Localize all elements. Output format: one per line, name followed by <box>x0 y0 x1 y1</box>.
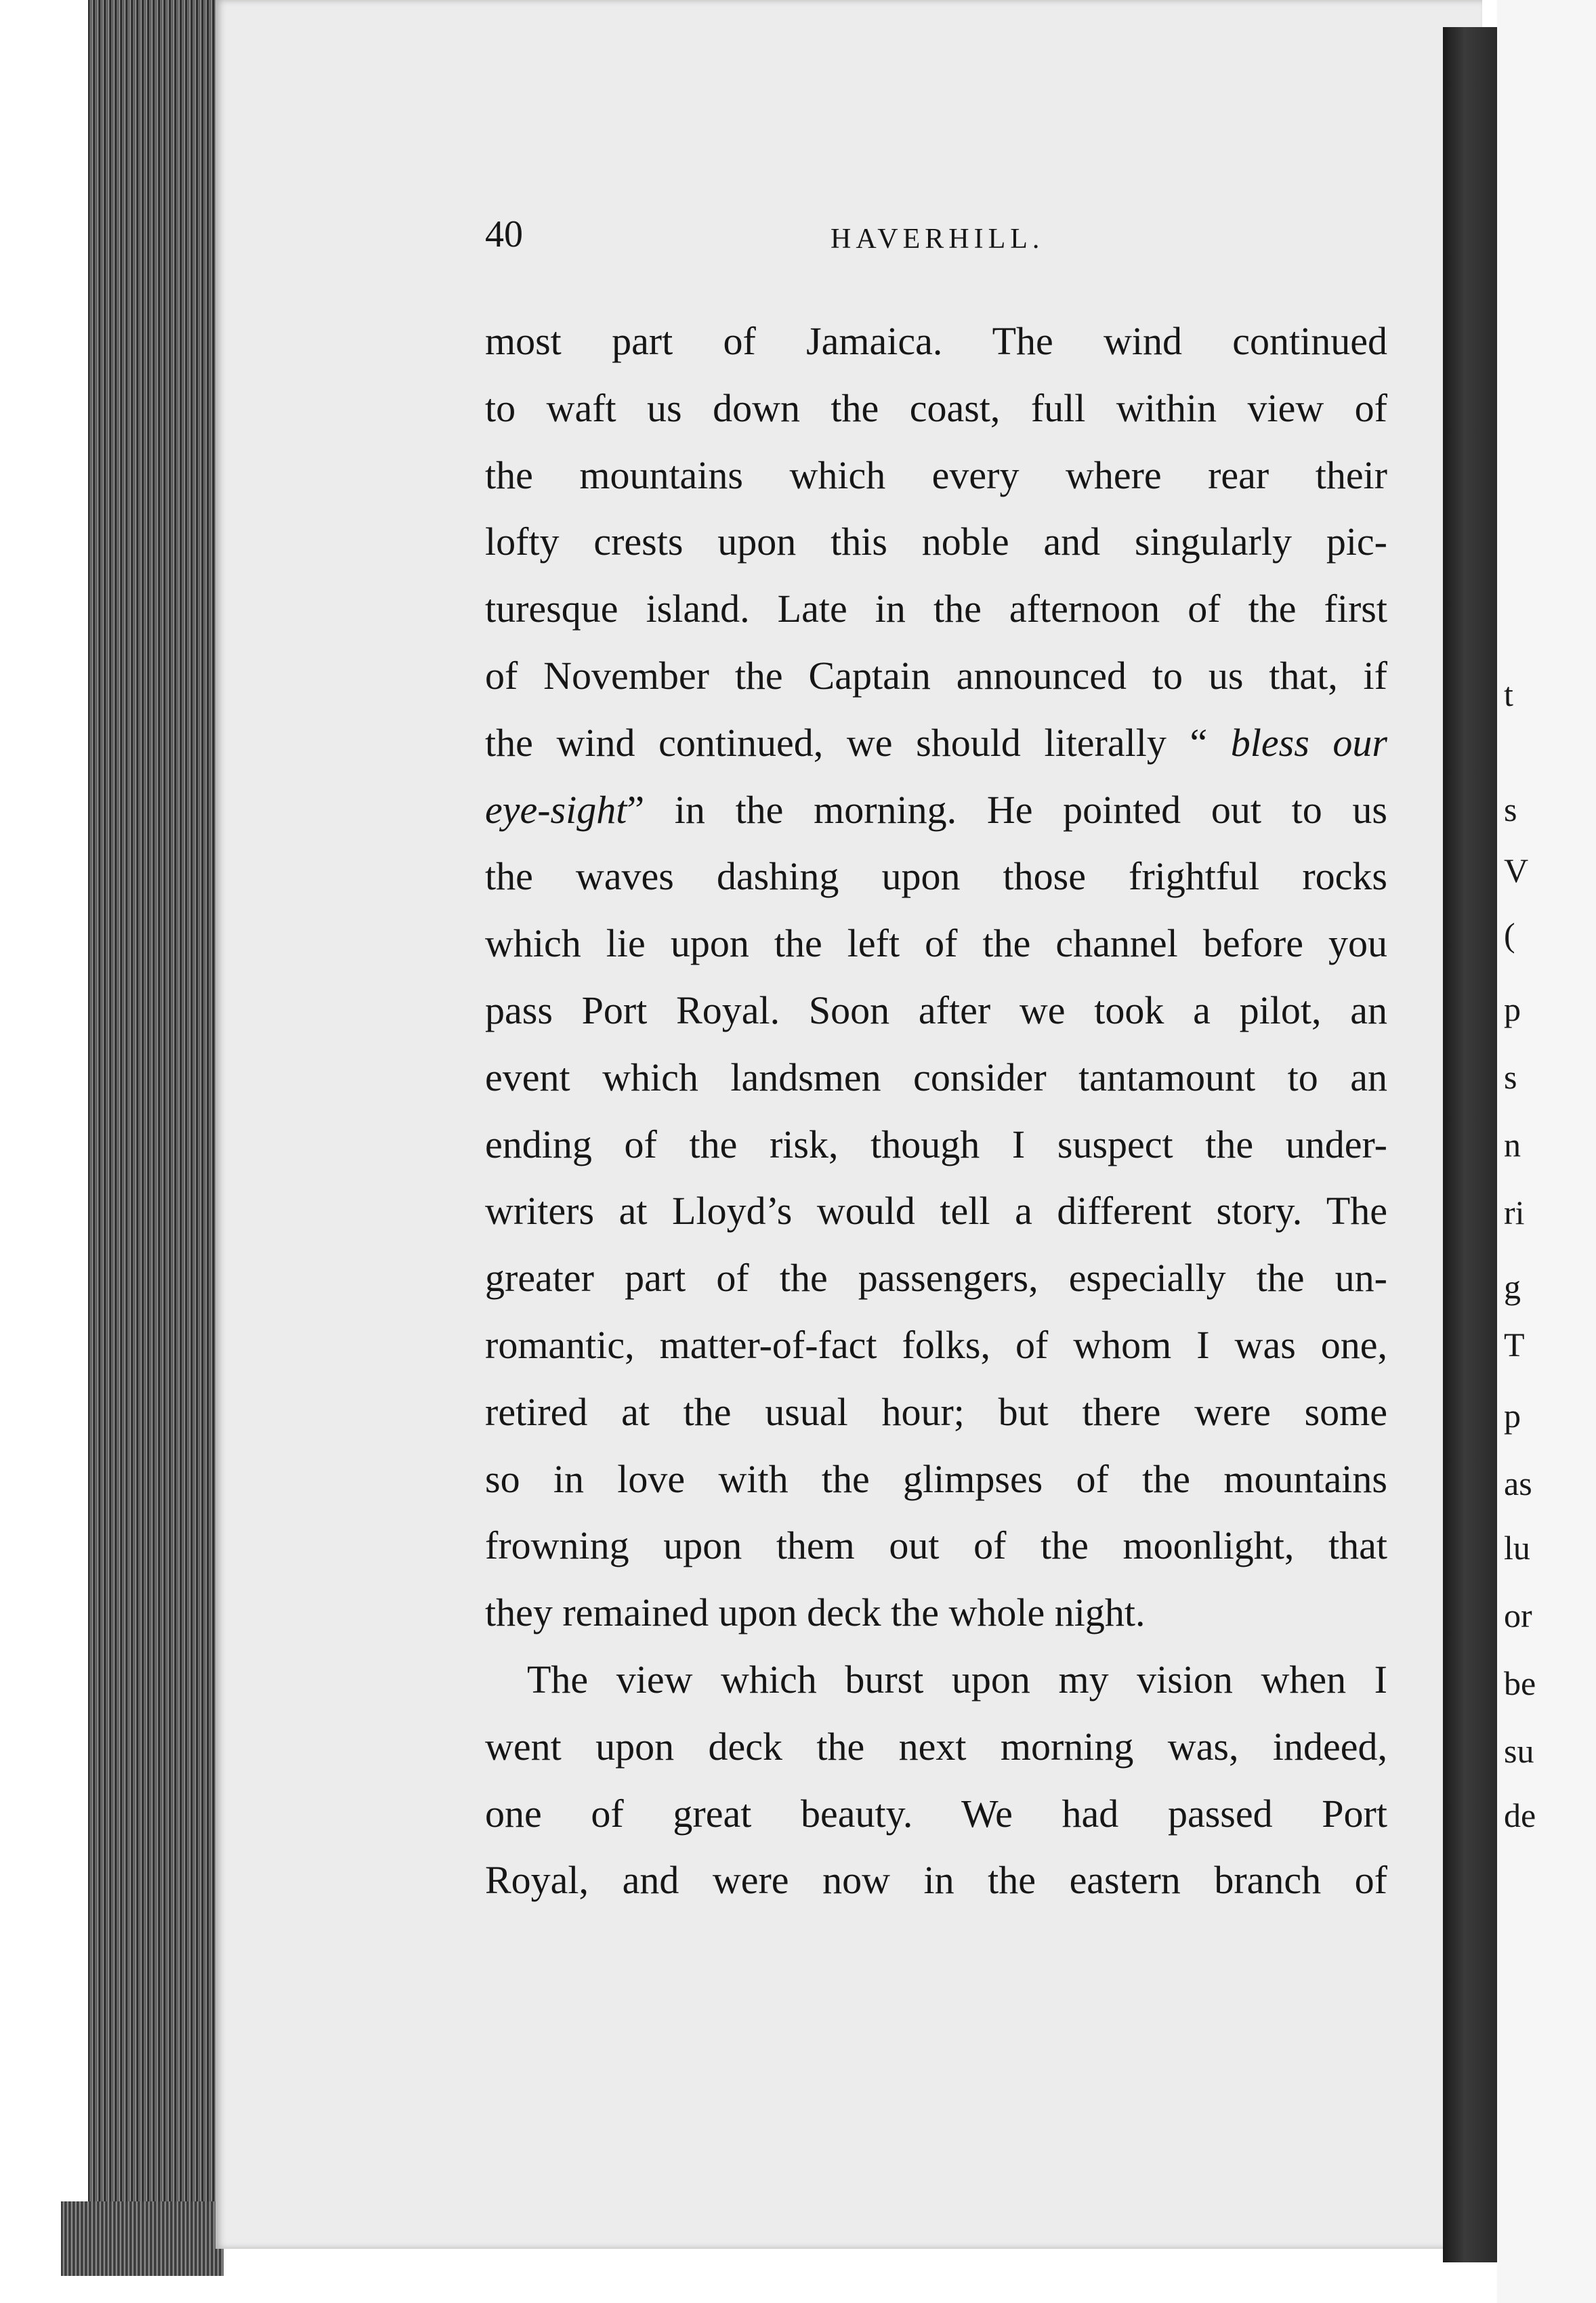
text-line: Royal, and were now in the eastern branch of <box>485 1858 1387 1903</box>
facing-page-letter: s <box>1504 1058 1517 1096</box>
facing-page-letter: be <box>1504 1664 1536 1702</box>
text-line: event which landsmen consider tantamount to an <box>485 1055 1387 1099</box>
text-line: turesque island. Late in the afternoon of the first <box>485 587 1387 631</box>
text-line-with-italic <box>485 710 1387 777</box>
facing-page-letter: g <box>1504 1268 1521 1306</box>
facing-page-letter: p <box>1504 990 1521 1028</box>
italic-phrase: bless our <box>1230 720 1387 765</box>
facing-page-letter: or <box>1504 1597 1532 1634</box>
text-line: greater part of the passengers, especially the un- <box>485 1256 1387 1301</box>
text-line: the mountains which every where rear their <box>485 452 1387 497</box>
page-edge-stripes <box>88 0 224 2249</box>
text-run: the wind continued, we should literally “ <box>485 720 1231 765</box>
facing-page-fragment <box>1497 0 1596 2303</box>
facing-page-letter: ri <box>1504 1193 1525 1231</box>
binding-gutter <box>1443 27 1497 2262</box>
facing-page-letter: p <box>1504 1397 1521 1435</box>
running-title: HAVERHILL. <box>831 224 1045 255</box>
page-edge-bottom <box>61 2201 224 2276</box>
text-line: which lie upon the left of the channel before you <box>485 921 1387 966</box>
text-line: ending of the risk, though I suspect the under- <box>485 1122 1387 1166</box>
text-line: lofty crests upon this noble and singularly pic- <box>485 520 1387 564</box>
text-line: so in love with the glimpses of the mountains <box>485 1456 1387 1501</box>
facing-page-letter: T <box>1504 1326 1525 1364</box>
text-line: went upon deck the next morning was, indeed, <box>485 1724 1387 1769</box>
text-line: writers at Lloyd’s would tell a different story. The <box>485 1189 1387 1233</box>
book-page-edges <box>0 0 224 2303</box>
italic-phrase: eye-sight <box>485 787 627 832</box>
facing-page-letter: lu <box>1504 1529 1530 1567</box>
text-line: retired at the usual hour; but there were some <box>485 1389 1387 1434</box>
facing-page-letter: s <box>1504 790 1517 828</box>
body-text <box>485 308 1387 1914</box>
text-line: the waves dashing upon those frightful rocks <box>485 854 1387 899</box>
paragraph-end-line: they remained upon deck the whole night. <box>485 1590 1146 1635</box>
text-line-with-italic <box>485 777 1387 844</box>
facing-page-letter: as <box>1504 1464 1532 1502</box>
text-line: one of great beauty. We had passed Port <box>485 1791 1387 1836</box>
facing-page-letter: t <box>1504 675 1513 713</box>
facing-page-letter: su <box>1504 1732 1534 1770</box>
page-number: 40 <box>485 213 523 255</box>
text-line: most part of Jamaica. The wind continued <box>485 319 1387 363</box>
running-header <box>485 210 1386 264</box>
facing-page-letter: de <box>1504 1796 1536 1834</box>
text-run: ” in the morning. He pointed out to us <box>627 787 1387 832</box>
text-line: romantic, matter-of-fact folks, of whom I was one, <box>485 1322 1387 1367</box>
text-line: of November the Captain announced to us that, if <box>485 653 1387 698</box>
text-line: pass Port Royal. Soon after we took a pilot, an <box>485 988 1387 1032</box>
text-line: frowning upon them out of the moonlight, that <box>485 1523 1387 1568</box>
facing-page-letter: V <box>1504 851 1529 889</box>
facing-page-letter: n <box>1504 1126 1521 1164</box>
facing-page-letter: ( <box>1504 916 1515 954</box>
text-line: to waft us down the coast, full within view of <box>485 385 1387 430</box>
paragraph-start-line: The view which burst upon my vision when I <box>527 1657 1387 1702</box>
